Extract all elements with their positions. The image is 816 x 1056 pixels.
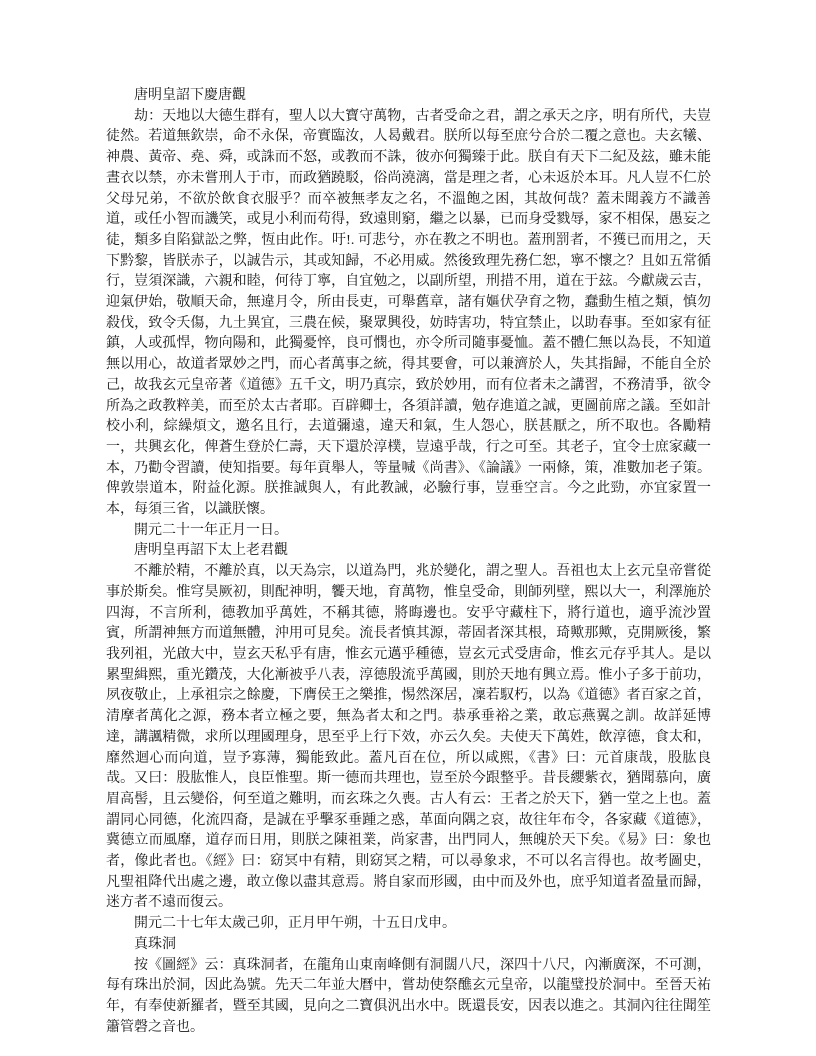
section-heading: 唐明皇詔下慶唐觀	[134, 88, 246, 103]
section-heading: 真珠洞	[134, 936, 176, 952]
paragraph: 開元二十一年正月一日。	[134, 522, 288, 538]
section-heading: 唐明皇再詔下太上老君觀	[134, 543, 288, 559]
paragraph: 劫：天地以大德生群有，聖人以大寶守萬物，古者受命之君，謂之承天之序，明有所代，夫豈徒然。若道無欽崇，命不永保，帝實臨汝，人曷戴君。朕所以每至庶兮合於二覆之意也。夫玄犧、神農、黃帝、堯、舜，或誅而不怒，或教而不誅，彼亦何獨臻于此。朕自有天下二紀及玆，雖未能晝衣以禁，亦未嘗刑人于市，而政猶蹺駁，俗尚澆漓，當是理之者，心未返於本耳。凡人豈不仁於父母兄弟，不欲於飲食衣服乎？而卒被無孝友之名，不溫飽之困，其故何哉？蓋未聞義方不識善道，或任小智而譏笑，或見小利而苟得，致遠則窮，繼之以暴，已而身受戮辱，家不相保，愚妄之徒，類多自陷獄訟之弊，恆由此作。吁!. 可悲兮，亦在教之不明也。蓋刑罰者，不獲已而用之，天下黔黎，皆朕赤子，以誠告示，其或知歸，不必用威。然後致理先務仁恕，寧不懷之？且如五常循行，豈須深識，六親和睦，何待丁寧，自宜勉之，以副所望，刑措不用，道在于玆。今獻歲云吉，迎氣伊始，敬順天命，無違月令，所由長吏，可舉舊章，諸有嫗伏孕育之物，蠢動生植之類，慎勿殺伐，致令夭傷，九土異宜，三農在候，聚眾興役，妨時害功，特宜禁止，以助春事。至如家有征鎮，人或孤悍，物向陽和，此獨憂悴，良可憫也，亦令所司隨事憂恤。蓋不體仁無以為長，不知道無以用心，故道者眾妙之門，而心者萬事之統，得其要會，可以兼濟於人，失其指歸，不能自全於己，故我玄元皇帝著《道德》五千文，明乃真宗，致於妙用，而有位者未之講習，不務清爭，欲令所為之政教粹美，而至於太古者耶。百辟卿士，各須詳讀，勉存進道之誠，更圖前席之議。至如計校小利，綜繰煩文，邀名且行，去道彌遠，違天和氣，生人怨心，朕甚厭之，所不取也。各勵精一，共興玄化，俾蒼生登於仁壽，天下還於淳樸，豈遠乎哉，行之可至。其老子，宜令士庶家藏一本，乃勸令習讀，使知指要。每年貢舉人，等量喊《尚書》、《論議》一兩條，策，准數加老子策。俾敦崇道本，附益化源。朕推誠與人，有此教誡，必驗行事，豈垂空言。今之此勁，亦宜家置一本，每須三省，以識朕懷。	[106, 108, 711, 518]
paragraph: 開元二十七年太歲己卯，正月甲午朔，十五日戊申。	[134, 916, 456, 932]
document-body	[106, 86, 711, 1038]
paragraph: 不離於精，不離於真，以天為宗，以道為門，兆於變化，謂之聖人。吾祖也太上玄元皇帝嘗從事於斯矣。惟穹昊厥初，則配神明，饗天地，育萬物，惟皇受命，則師列壁，熙以大一，利澤施於四海，不言所利，德教加乎萬姓，不稱其德，將晦邊也。安乎守藏柱下，將行道也，適乎流沙置賓，所謂神無方而道無體，沖用可見矣。流長者慎其源，蒂固者深其根，琦歟那歟，克開厥後，繁我列祖，光啟大中，豈玄天私乎有唐，惟玄元邁乎種德，豈玄元式受唐命，惟玄元存乎其人。是以累聖緝熙，重光鑽茂，大化漸被乎八表，淳德殷流乎萬國，則於天地有興立焉。惟小子多于前功，夙夜敬止，上承祖宗之餘慶，下膺侯王之樂推，惕然深居，凜若馭朽，以為《道德》者百家之首，清摩者萬化之源，務本者立極之要，無為者太和之門。恭承垂裕之業，敢忘燕翼之訓。故詳延博達，講諷精微，求所以理國理身，思至乎上行下效，亦云久矣。夫使天下萬姓，飲淳德，食太和，靡然迴心而向道，豈予寡薄，獨能致此。蓋凡百在位，所以咸熙，《書》曰：元首康哉，股肱良哉。又曰：股肱惟人，良臣惟聖。斯一德而共理也，豈至於今跟整乎。昔長纓紫衣，猶聞慕向，廣眉高髻，且云變俗，何至道之難明，而玄珠之久喪。古人有云：王者之於天下，猶一堂之上也。蓋謂同心同德，化流四裔，是誠在乎擊豕垂踵之惑，革面向隅之哀，故往年布令，各家藏《道德》，冀德立而風靡，道存而日用，則朕之陳祖業，尚家書，出門同人，無魄於天下矣。《易》曰：象也者，像此者也。《經》曰：窈冥中有精，則窈冥之精，可以尋象求，不可以名言得也。故考圖史，凡聖祖降代出處之邊，敢立像以盡其意焉。將自家而形國，由中而及外也，庶乎知道者盈量而歸，迷方者不遠而復云。	[106, 564, 711, 911]
paragraph: 按《圖經》云：真珠洞者，在龍角山東南峰側有洞闊八尺，深四十八尺，內漸廣深，不可測，每有珠出於洞，因此為號。先天二年並大曆中，嘗劫使祭醮玄元皇帝，以龍璧投於洞中。至晉天祐年，有奉使新羅者，暨至其國，見向之二寶俱汎出水中。既還長安，因表以進之。其洞內往往聞笙簫管磬之音也。	[106, 957, 711, 1035]
